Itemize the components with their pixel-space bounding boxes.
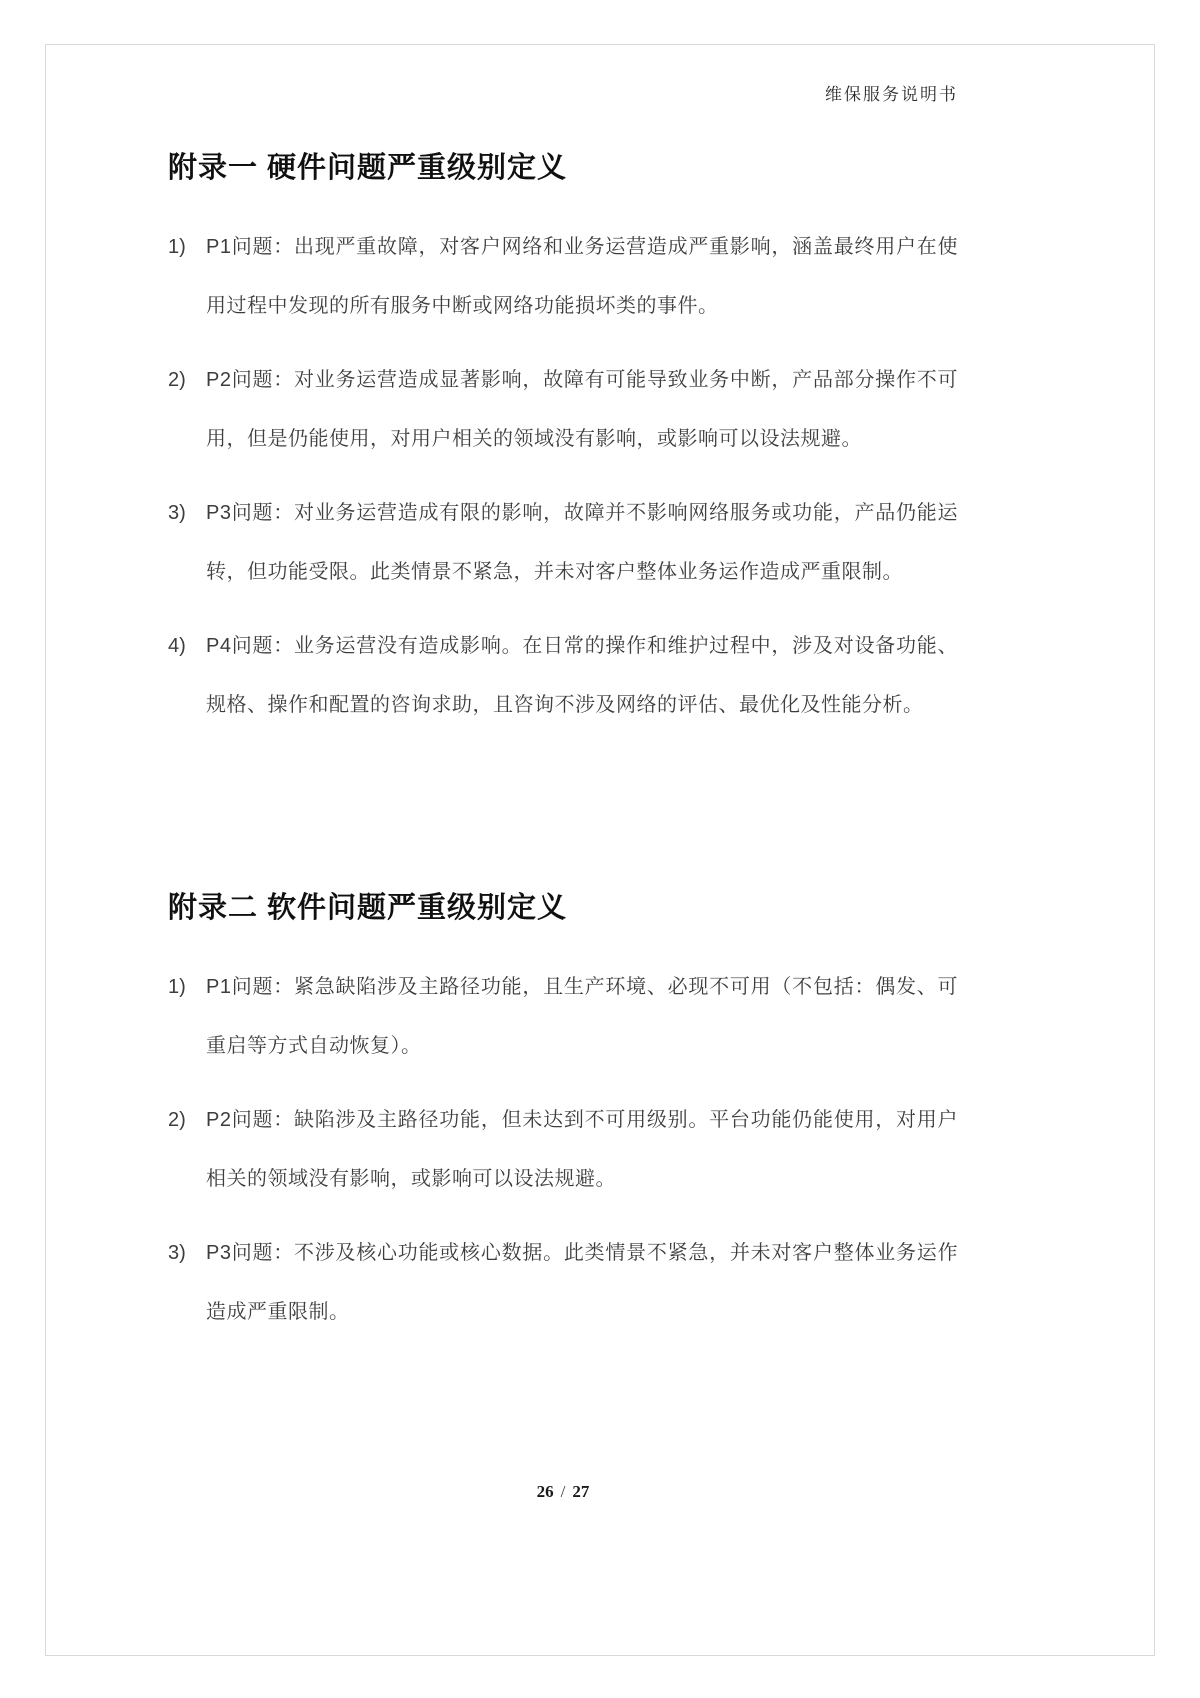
page-content bbox=[168, 0, 958, 1357]
current-page-number: 26 bbox=[536, 1482, 554, 1501]
item-number: 3) bbox=[168, 1242, 186, 1264]
list-item bbox=[168, 218, 958, 336]
list-item bbox=[168, 958, 958, 1076]
software-severity-list bbox=[168, 958, 958, 1342]
item-text: P1问题：出现严重故障，对客户网络和业务运营造成严重影响，涵盖最终用户在使用过程中发现的所有服务中断或网络功能损坏类的事件。 bbox=[206, 236, 958, 317]
section-title-appendix-2: 附录二 软件问题严重级别定义 bbox=[168, 892, 568, 924]
list-item bbox=[168, 484, 958, 602]
page-number-separator: / bbox=[560, 1482, 566, 1501]
item-text: P3问题：对业务运营造成有限的影响，故障并不影响网络服务或功能，产品仍能运转，但功能受限。此类情景不紧急，并未对客户整体业务运作造成严重限制。 bbox=[206, 502, 958, 583]
page-footer bbox=[168, 1482, 958, 1502]
item-text: P2问题：对业务运营造成显著影响，故障有可能导致业务中断，产品部分操作不可用，但是仍能使用，对用户相关的领域没有影响，或影响可以设法规避。 bbox=[206, 369, 958, 450]
list-item bbox=[168, 351, 958, 469]
item-number: 1) bbox=[168, 236, 186, 258]
item-text: P3问题：不涉及核心功能或核心数据。此类情景不紧急，并未对客户整体业务运作造成严重限制。 bbox=[206, 1242, 958, 1323]
item-text: P4问题：业务运营没有造成影响。在日常的操作和维护过程中，涉及对设备功能、规格、操作和配置的咨询求助，且咨询不涉及网络的评估、最优化及性能分析。 bbox=[206, 635, 958, 716]
item-number: 3) bbox=[168, 502, 186, 524]
hardware-severity-list bbox=[168, 218, 958, 735]
list-item bbox=[168, 617, 958, 735]
item-number: 4) bbox=[168, 635, 186, 657]
item-number: 2) bbox=[168, 369, 186, 391]
item-number: 2) bbox=[168, 1109, 186, 1131]
item-text: P1问题：紧急缺陷涉及主路径功能，且生产环境、必现不可用（不包括：偶发、可重启等方式自动恢复）。 bbox=[206, 976, 958, 1057]
item-number: 1) bbox=[168, 976, 186, 998]
section-title-appendix-1: 附录一 硬件问题严重级别定义 bbox=[168, 152, 568, 184]
total-page-number: 27 bbox=[572, 1482, 590, 1501]
item-text: P2问题：缺陷涉及主路径功能，但未达到不可用级别。平台功能仍能使用，对用户相关的领域没有影响，或影响可以设法规避。 bbox=[206, 1109, 958, 1190]
list-item bbox=[168, 1091, 958, 1209]
document-header bbox=[168, 84, 958, 105]
header-title: 维保服务说明书 bbox=[825, 85, 958, 104]
list-item bbox=[168, 1224, 958, 1342]
